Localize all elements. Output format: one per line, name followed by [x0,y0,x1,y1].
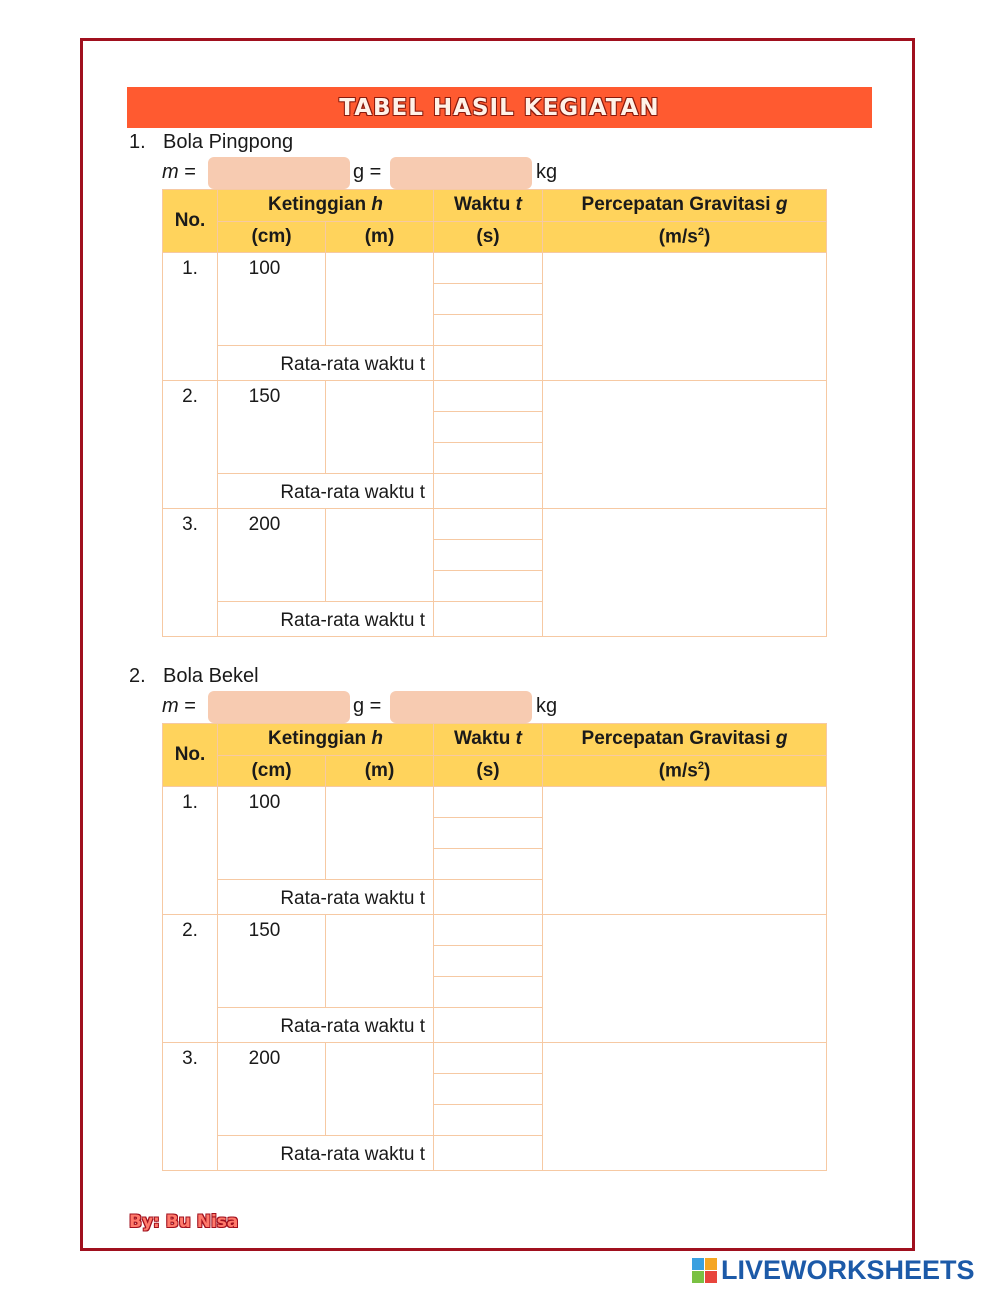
section-number: 2. [129,665,146,687]
average-time-input[interactable] [434,880,543,915]
header-time: Waktu t [434,190,543,222]
section-number: 1. [129,131,146,153]
time-input[interactable] [434,787,543,818]
height-cm: 100 [218,787,326,880]
average-time-label: Rata-rata waktu t [218,602,434,637]
header-gravity-unit: $(m/s^2)$ [543,221,827,253]
time-input[interactable] [434,284,543,315]
height-m-input[interactable] [326,381,434,474]
average-time-input[interactable] [434,474,543,509]
g-label: g = [353,695,382,717]
time-input[interactable] [434,1074,543,1105]
row-number: 3. [163,1043,218,1171]
time-input[interactable] [434,849,543,880]
header-cm: (cm) [218,221,326,253]
time-input[interactable] [434,818,543,849]
author-byline: By: Bu Nisa [129,1212,239,1232]
header-m: (m) [326,221,434,253]
header-height: Ketinggian h [218,190,434,222]
height-cm: 100 [218,253,326,346]
row-number: 3. [163,509,218,637]
g-input[interactable] [390,691,532,723]
header-cm: (cm) [218,755,326,787]
time-input[interactable] [434,1105,543,1136]
average-time-label: Rata-rata waktu t [218,1008,434,1043]
average-time-label: Rata-rata waktu t [218,880,434,915]
gravity-input[interactable] [543,915,827,1043]
section-name: Bola Pingpong [163,131,294,153]
result-table-pingpong [162,189,827,637]
time-input[interactable] [434,381,543,412]
row-number: 1. [163,253,218,381]
height-cm: 150 [218,381,326,474]
header-m: (m) [326,755,434,787]
average-time-input[interactable] [434,346,543,381]
header-gravity: Percepatan Gravitasi g [543,724,827,756]
average-time-input[interactable] [434,1136,543,1171]
section-title-bekel [129,665,259,688]
mass-gravity-row-bekel [162,691,682,722]
gravity-input[interactable] [543,787,827,915]
average-time-input[interactable] [434,602,543,637]
m-input[interactable] [208,157,350,189]
row-number: 2. [163,381,218,509]
row-number: 2. [163,915,218,1043]
time-input[interactable] [434,315,543,346]
height-cm: 200 [218,509,326,602]
time-input[interactable] [434,509,543,540]
time-input[interactable] [434,946,543,977]
header-height: Ketinggian h [218,724,434,756]
page-title: TABEL HASIL KEGIATAN [339,94,660,121]
m-input[interactable] [208,691,350,723]
time-input[interactable] [434,540,543,571]
height-m-input[interactable] [326,915,434,1008]
m-label: m = [162,695,196,717]
g-input[interactable] [390,157,532,189]
height-m-input[interactable] [326,1043,434,1136]
height-cm: 200 [218,1043,326,1136]
page-title-banner [127,87,872,128]
header-gravity-unit: $(m/s^2)$ [543,755,827,787]
height-cm: 150 [218,915,326,1008]
row-number: 1. [163,787,218,915]
time-input[interactable] [434,253,543,284]
gravity-input[interactable] [543,253,827,381]
height-m-input[interactable] [326,787,434,880]
time-input[interactable] [434,443,543,474]
height-m-input[interactable] [326,253,434,346]
time-input[interactable] [434,977,543,1008]
time-input[interactable] [434,915,543,946]
average-time-input[interactable] [434,1008,543,1043]
average-time-label: Rata-rata waktu t [218,474,434,509]
brand-text: LIVEWORKSHEETS [721,1255,975,1285]
mass-gravity-row-pingpong [162,157,682,188]
section-title-pingpong [129,131,293,154]
time-input[interactable] [434,412,543,443]
average-time-label: Rata-rata waktu t [218,1136,434,1171]
unit-label: kg [536,161,558,183]
gravity-input[interactable] [543,509,827,637]
gravity-input[interactable] [543,1043,827,1171]
average-time-label: Rata-rata waktu t [218,346,434,381]
height-m-input[interactable] [326,509,434,602]
time-input[interactable] [434,1043,543,1074]
result-table-bekel [162,723,827,1171]
gravity-input[interactable] [543,381,827,509]
unit-label: kg [536,695,558,717]
header-time-unit: (s) [434,221,543,253]
section-name: Bola Bekel [163,665,259,687]
header-no: No. [163,724,218,787]
m-label: m = [162,161,196,183]
header-no: No. [163,190,218,253]
header-time-unit: (s) [434,755,543,787]
liveworksheets-brand [692,1255,975,1286]
time-input[interactable] [434,571,543,602]
liveworksheets-logo-icon [692,1258,717,1283]
g-label: g = [353,161,382,183]
header-gravity: Percepatan Gravitasi g [543,190,827,222]
header-time: Waktu t [434,724,543,756]
